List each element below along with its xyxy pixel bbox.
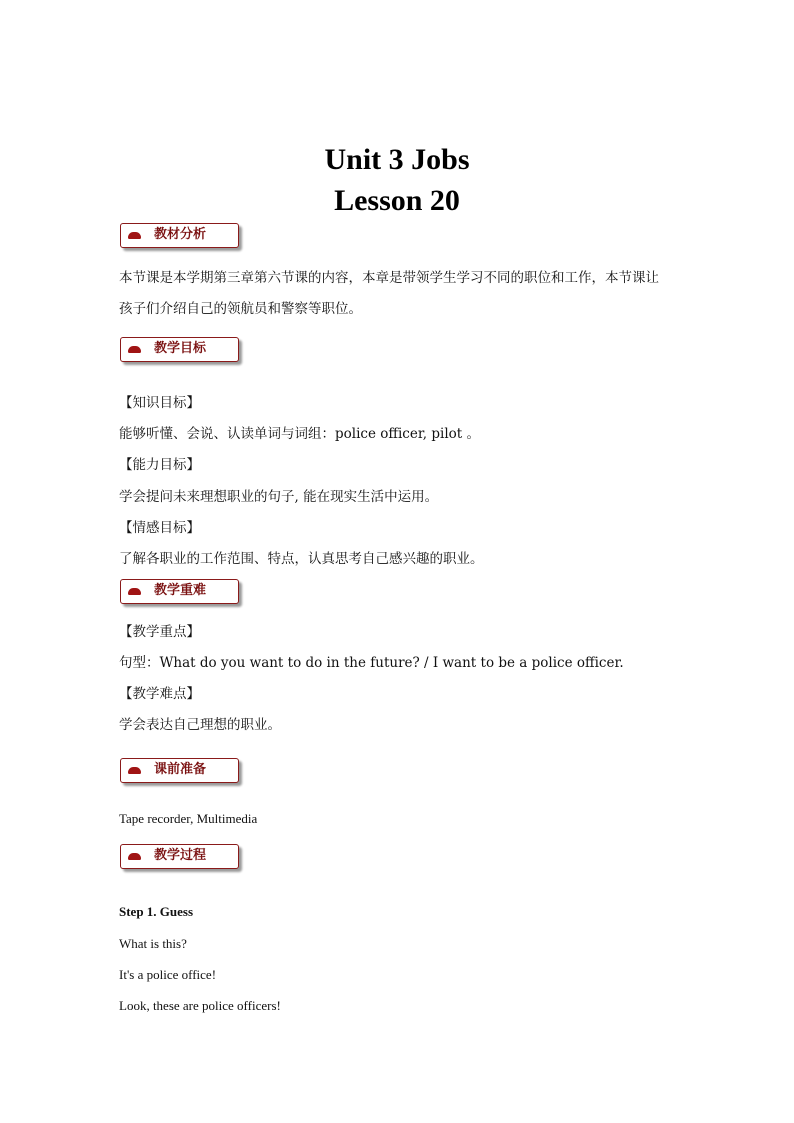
badge-label: 教材分析 — [154, 227, 207, 242]
teaching-difficulty-label: 【教学难点】 — [119, 686, 200, 702]
preparation-text: Tape recorder, Multimedia — [119, 811, 258, 826]
process-line-2: It's a police office! — [119, 967, 217, 982]
section-badge-goals — [120, 337, 238, 362]
badge-dot-icon — [128, 767, 141, 774]
section-badge-key-points — [120, 579, 238, 604]
badge-label: 教学目标 — [154, 341, 207, 356]
badge-label: 教学重难 — [154, 583, 207, 598]
section-badge-preparation — [120, 758, 238, 783]
process-line-1: What is this? — [119, 936, 187, 951]
step-title: Step 1. Guess — [119, 904, 194, 919]
teaching-focus-text: 句型：What do you want to do in the future? / I want to be a police officer. — [119, 655, 624, 671]
ability-goal-label: 【能力目标】 — [119, 457, 200, 473]
badge-dot-icon — [128, 853, 141, 860]
emotion-goal-text: 了解各职业的工作范围、特点，认真思考自己感兴趣的职业。 — [119, 551, 484, 567]
ability-goal-text: 学会提问未来理想职业的句子, 能在现实生活中运用。 — [119, 489, 439, 505]
badge-label: 教学过程 — [154, 848, 207, 863]
knowledge-goal-label: 【知识目标】 — [119, 395, 200, 411]
badge-dot-icon — [128, 346, 141, 353]
document-title: Unit 3 Jobs — [324, 143, 470, 176]
analysis-line-2: 孩子们介绍自己的领航员和警察等职位。 — [119, 301, 362, 317]
document-subtitle: Lesson 20 — [334, 184, 460, 217]
knowledge-goal-text: 能够听懂、会说、认读单词与词组：police officer, pilot 。 — [119, 426, 481, 442]
teaching-difficulty-text: 学会表达自己理想的职业。 — [119, 717, 281, 733]
section-badge-process — [120, 844, 238, 869]
process-line-3: Look, these are police officers! — [119, 998, 281, 1013]
badge-label: 课前准备 — [154, 762, 207, 777]
teaching-focus-label: 【教学重点】 — [119, 624, 200, 640]
badge-dot-icon — [128, 588, 141, 595]
emotion-goal-label: 【情感目标】 — [119, 520, 200, 536]
section-badge-analysis — [120, 223, 238, 248]
badge-dot-icon — [128, 232, 141, 239]
analysis-line-1: 本节课是本学期第三章第六节课的内容，本章是带领学生学习不同的职位和工作，本节课让 — [119, 270, 659, 286]
